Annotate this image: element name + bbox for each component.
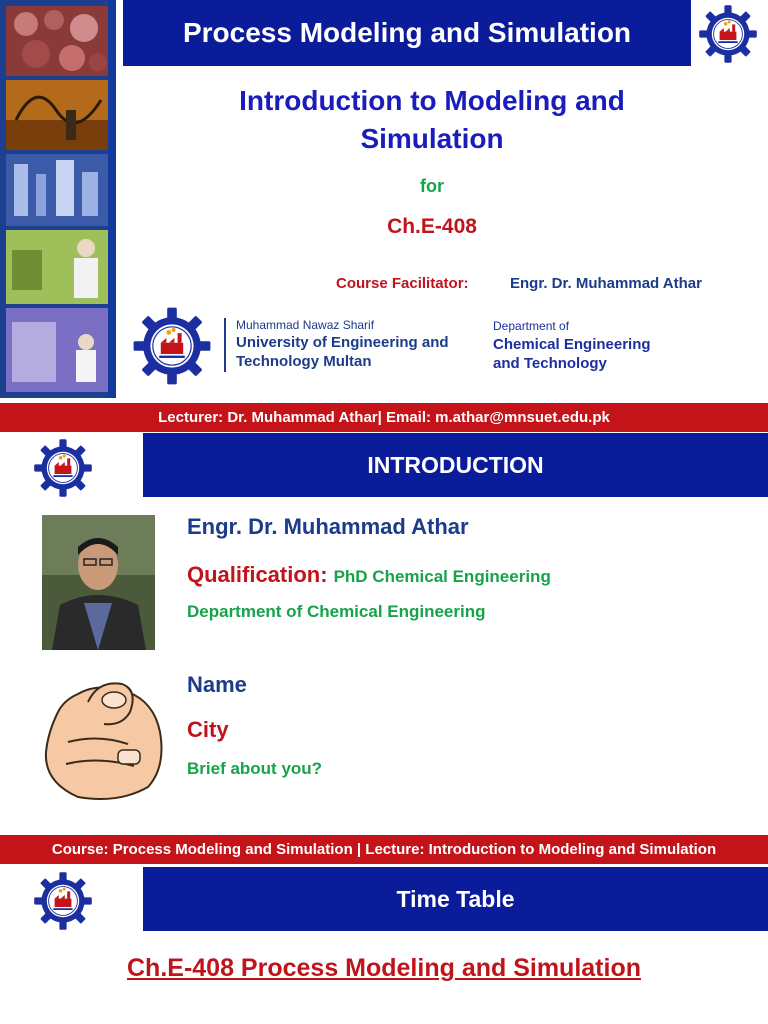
lab-photo-5 xyxy=(6,308,108,392)
lab-photo-4 xyxy=(6,230,108,304)
department-name xyxy=(493,335,693,373)
university-name-small: Muhammad Nawaz Sharif xyxy=(236,318,375,332)
instructor-department: Department of Chemical Engineering xyxy=(187,602,486,621)
university-logo-icon xyxy=(33,871,93,931)
university-logo-icon xyxy=(698,4,758,64)
course-footer xyxy=(0,835,768,864)
for-text: for xyxy=(420,176,444,196)
lecturer-footer-text: Lecturer: Dr. Muhammad Athar| Email: m.athar@mnsuet.edu.pk xyxy=(158,409,610,426)
facilitator-label: Course Facilitator: xyxy=(336,275,469,292)
city-prompt: City xyxy=(187,717,229,742)
pointing-hand-icon xyxy=(38,672,166,802)
lab-photo-2 xyxy=(6,80,108,150)
university-seal-icon xyxy=(132,306,212,386)
university-name xyxy=(236,333,486,371)
timetable-heading: Time Table xyxy=(396,885,515,912)
university-logo-icon xyxy=(33,438,93,498)
qualification-value: PhD Chemical Engineering xyxy=(333,567,551,586)
timetable-heading-bar xyxy=(143,867,768,931)
lecture-title-line2: Simulation xyxy=(360,123,504,154)
divider xyxy=(224,318,226,372)
introduction-heading: INTRODUCTION xyxy=(367,451,544,478)
university-name-line2: Technology Multan xyxy=(236,353,372,370)
introduction-heading-bar xyxy=(143,433,768,497)
timetable-subheading: Ch.E-408 Process Modeling and Simulation xyxy=(127,954,641,982)
qualification xyxy=(187,562,551,588)
name-prompt: Name xyxy=(187,672,247,697)
photo-strip xyxy=(0,0,116,398)
lab-photo-1 xyxy=(6,6,108,76)
lecture-title xyxy=(123,82,741,158)
lecture-title-line1: Introduction to Modeling and xyxy=(239,85,625,116)
slide-title: Process Modeling and Simulation xyxy=(182,17,632,48)
photo-strip-edge xyxy=(108,0,116,398)
slide-title-bar xyxy=(123,0,691,66)
instructor-name: Engr. Dr. Muhammad Athar xyxy=(187,514,469,539)
course-footer-text: Course: Process Modeling and Simulation | Lecture: Introduction to Modeling and Simulation xyxy=(51,841,717,858)
brief-prompt: Brief about you? xyxy=(187,759,323,778)
department-small: Department of xyxy=(493,319,570,333)
qualification-label: Qualification: xyxy=(187,562,328,587)
university-name-line1: University of Engineering and xyxy=(236,334,449,351)
lecturer-footer xyxy=(0,403,768,432)
course-code: Ch.E-408 xyxy=(387,215,477,238)
department-name-line1: Chemical Engineering xyxy=(493,336,651,353)
lab-photo-3 xyxy=(6,154,108,226)
facilitator-name: Engr. Dr. Muhammad Athar xyxy=(510,275,702,292)
profile-photo xyxy=(42,515,155,650)
department-name-line2: and Technology xyxy=(493,355,607,372)
